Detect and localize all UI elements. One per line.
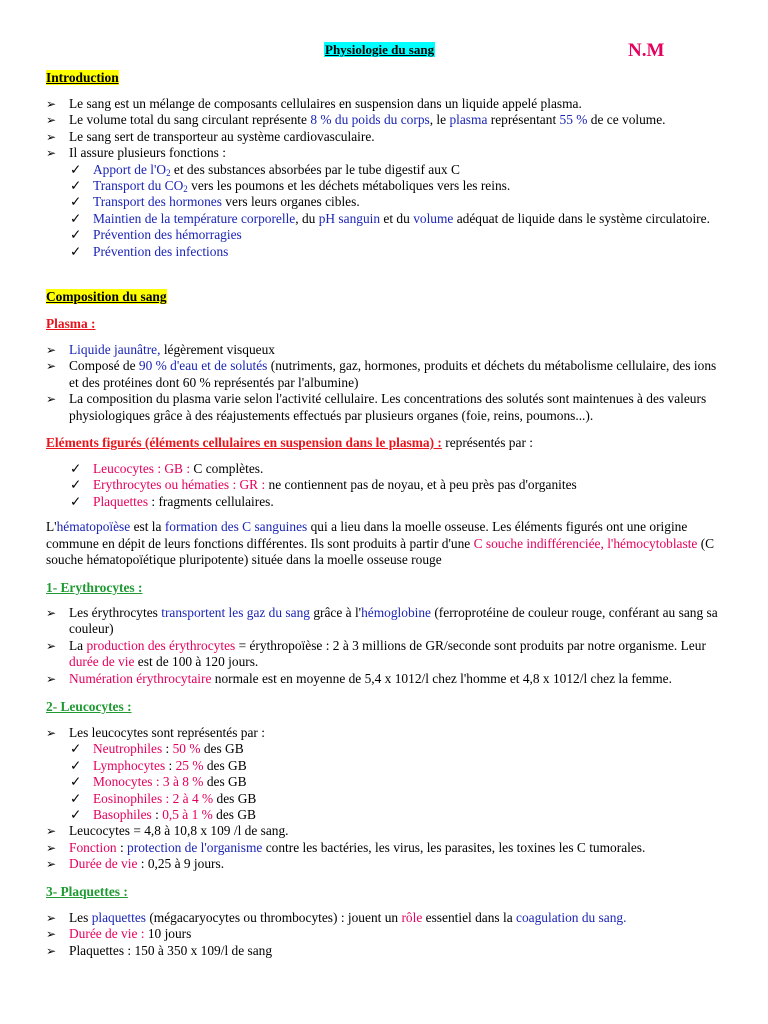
check-bullet-icon: ✓ (70, 790, 82, 806)
arrow-bullet-icon: ➢ (46, 638, 57, 653)
list-item: ✓ Leucocytes : GB : C complètes. (70, 461, 264, 476)
list-item: ✓ Transport du $CO_2$ vers les poumons et les déchets métaboliques vers les reins. (70, 178, 511, 195)
composition-heading-block (46, 289, 726, 305)
check-bullet-icon: ✓ (70, 461, 82, 476)
list-item: ✓ Monocytes : 3 à 8 % des GB (70, 774, 247, 790)
arrow-bullet-icon: ➢ (46, 824, 57, 839)
leucocytes-heading-block (46, 699, 726, 715)
list-item: ✓ Maintien de la température corporelle, du pH sanguin et du volume adéquat de liquide dans le système circulatoire. (70, 210, 710, 226)
list-item: ➢ Plaquettes : 150 à 350 x 109/l de sang (46, 942, 273, 958)
list-item: ➢ Liquide jaunâtre, légèrement visqueux (46, 342, 275, 357)
check-bullet-icon: ✓ (70, 477, 82, 493)
arrow-bullet-icon: ➢ (46, 911, 57, 925)
arrow-bullet-icon: ➢ (46, 113, 57, 128)
plaquettes-list (46, 910, 726, 959)
check-bullet-icon: ✓ (70, 161, 82, 177)
arrow-bullet-icon: ➢ (46, 343, 57, 357)
check-bullet-icon: ✓ (70, 757, 82, 773)
check-bullet-icon: ✓ (70, 194, 82, 210)
elements-figures-heading-block: Eléments figurés (éléments cellulaires en suspension dans le plasma) : représentés par : (46, 435, 533, 450)
arrow-bullet-icon: ➢ (46, 359, 57, 374)
check-bullet-icon: ✓ (70, 178, 82, 194)
list-item: ➢ Leucocytes = 4,8 à 10,8 x 109 /l de sang. (46, 823, 289, 839)
list-item: ➢ Il assure plusieurs fonctions : (46, 145, 226, 161)
arrow-bullet-icon: ➢ (46, 129, 57, 144)
erythrocytes-heading: 1- Erythrocytes : (46, 580, 143, 595)
intro-heading-block (46, 70, 726, 86)
document-title: Physiologie du sang (325, 42, 435, 57)
check-bullet-icon: ✓ (70, 493, 82, 509)
check-bullet-icon: ✓ (70, 774, 82, 790)
list-item: ➢ La production des érythrocytes = érythropoïèse : 2 à 3 millions de GR/seconde sont produits par notre organisme. Leur durée de vie est de 100 à 120 jours. (46, 637, 706, 670)
author-initials: N.M (628, 40, 665, 61)
list-item: ✓ Eosinophiles : 2 à 4 % des GB (70, 790, 257, 806)
list-item: ✓ Plaquettes : fragments cellulaires. (70, 493, 274, 509)
plaquettes-heading: 3- Plaquettes : (46, 884, 128, 899)
list-item: ➢ Durée de vie : 0,25 à 9 jours. (46, 856, 225, 872)
list-item: ➢ Le sang est un mélange de composants cellulaires en suspension dans un liquide appelé plasma. (46, 96, 582, 111)
intro-list (46, 96, 726, 260)
list-item: ➢ Composé de 90 % d'eau et de solutés (nutriments, gaz, hormones, produits et déchets du métabolisme cellulaire, des ions et des protéines dont 60 % représentés par l'albumine) (46, 358, 717, 390)
list-item: ✓ Neutrophiles : 50 % des GB (70, 741, 244, 757)
list-item: ➢ Les plaquettes (mégacaryocytes ou thrombocytes) : jouent un rôle essentiel dans la coagulation du sang. (46, 910, 627, 925)
hematopoiese-paragraph: L'hématopoïèse est la formation des C sanguines qui a lieu dans la moelle osseuse. Les éléments figurés ont une origine commune en dépit de leurs fonctions différentes. Ils sont produits à partir d'une C souche indifférenciée, l'hémocytoblaste (C souche hématopoïétique pluripotente) située dans la moelle osseuse rouge (46, 519, 715, 568)
list-item: ✓ Prévention des hémorragies (70, 227, 242, 243)
arrow-bullet-icon: ➢ (46, 943, 57, 958)
check-bullet-icon: ✓ (70, 227, 82, 243)
intro-heading: Introduction (46, 70, 119, 85)
plasma-heading-block (46, 316, 726, 332)
list-item: ✓ Lymphocytes : 25 % des GB (70, 757, 247, 773)
check-bullet-icon: ✓ (70, 807, 82, 823)
list-item: ➢ Le sang sert de transporteur au système cardiovasculaire. (46, 128, 375, 144)
check-bullet-icon: ✓ (70, 210, 82, 226)
list-item: ✓ Basophiles : 0,5 à 1 % des GB (70, 807, 256, 823)
list-item: ➢ Fonction : protection de l'organisme contre les bactéries, les virus, les parasites, les toxines les C tumorales. (46, 839, 646, 855)
arrow-bullet-icon: ➢ (46, 857, 57, 872)
list-item: ✓ Apport de $l'O_2$ et des substances absorbées par le tube digestif aux C (70, 161, 460, 178)
arrow-bullet-icon: ➢ (46, 927, 57, 942)
composition-heading: Composition du sang (46, 289, 167, 304)
list-item: ✓ Erythrocytes ou hématies : GR : ne contiennent pas de noyau, et à peu près pas d'organites (70, 477, 577, 493)
check-bullet-icon: ✓ (70, 243, 82, 259)
arrow-bullet-icon: ➢ (46, 606, 57, 620)
elements-figures-heading: Eléments figurés (éléments cellulaires en suspension dans le plasma) : (46, 435, 442, 450)
plaquettes-heading-block (46, 884, 726, 900)
list-item: ➢ Les leucocytes sont représentés par : (46, 725, 265, 740)
list-item: ➢ Numération érythrocytaire normale est en moyenne de 5,4 x 1012/l chez l'homme et 4,8 x 1012/l chez la femme. (46, 670, 672, 686)
arrow-bullet-icon: ➢ (46, 97, 57, 111)
plasma-list (46, 342, 726, 424)
arrow-bullet-icon: ➢ (46, 392, 57, 407)
erythrocytes-heading-block (46, 580, 726, 596)
leucocytes-heading: 2- Leucocytes : (46, 699, 132, 714)
erythrocytes-list (46, 605, 726, 687)
list-item: ➢ Les érythrocytes transportent les gaz du sang grâce à l'hémoglobine (ferroprotéine de couleur rouge, conférant au sang sa couleur) (46, 605, 718, 637)
list-item: ✓ Prévention des infections (70, 243, 229, 259)
leucocytes-list (46, 725, 726, 873)
arrow-bullet-icon: ➢ (46, 840, 57, 855)
list-item: ➢ La composition du plasma varie selon l'activité cellulaire. Les concentrations des solutés sont maintenues à des valeurs physiologiques grâce à des réajustements effectués par plusieurs organes (foie, reins, poumons...). (46, 391, 707, 423)
list-item: ➢ Durée de vie : 10 jours (46, 926, 192, 942)
arrow-bullet-icon: ➢ (46, 726, 57, 740)
plasma-heading: Plasma : (46, 316, 96, 331)
list-item: ➢ Le volume total du sang circulant représente 8 % du poids du corps, le plasma représentant 55 % de ce volume. (46, 112, 666, 128)
arrow-bullet-icon: ➢ (46, 671, 57, 686)
check-bullet-icon: ✓ (70, 741, 82, 757)
arrow-bullet-icon: ➢ (46, 146, 57, 161)
list-item: ✓ Transport des hormones vers leurs organes cibles. (70, 194, 360, 210)
elements-figures-list (46, 461, 726, 510)
